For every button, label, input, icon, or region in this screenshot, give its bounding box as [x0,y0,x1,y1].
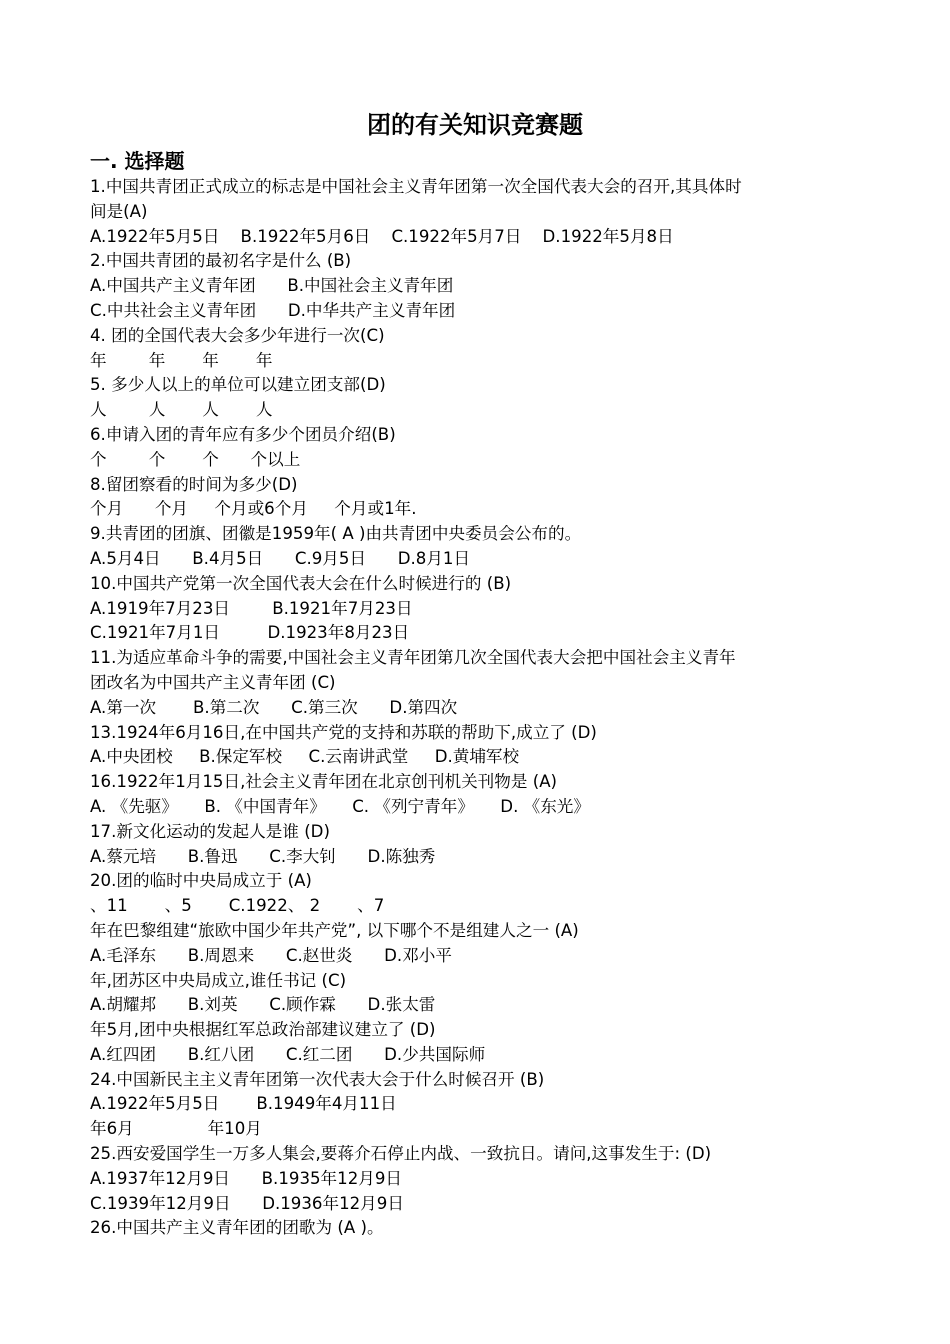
text-line: A.红四团 B.红八团 C.红二团 D.少共国际师 [90,1044,486,1064]
text-line: 2.中国共青团的最初名字是什么 (B) [90,251,352,271]
text-line: A.蔡元培 B.鲁迅 C.李大钊 D.陈独秀 [90,846,436,866]
text-line: A.1922年5月5日 B.1922年5月6日 C.1922年5月7日 D.1922年5月8日 [90,226,674,246]
document-title: 团的有关知识竞赛题 [367,110,583,139]
text-line: 个月 个月 个月或6个月 个月或1年. [90,499,417,519]
text-line: 24.中国新民主主义青年团第一次代表大会于什么时候召开 (B) [90,1069,545,1089]
text-line: 16.1922年1月15日,社会主义青年团在北京创刊机关刊物是 (A) [90,772,558,792]
text-line: A.毛泽东 B.周恩来 C.赵世炎 D.邓小平 [90,945,452,965]
text-line: C.中共社会主义青年团 D.中华共产主义青年团 [90,300,456,320]
text-line: 13.1924年6月16日,在中国共产党的支持和苏联的帮助下,成立了 (D) [90,722,597,742]
text-line: A. 《先驱》 B. 《中国青年》 C. 《列宁青年》 D. 《东光》 [90,796,590,816]
text-line: 人 人 人 人 [90,400,273,420]
text-line: 9.共青团的团旗、团徽是1959年( A )由共青团中央委员会公布的。 [90,524,582,544]
text-line: 1.中国共青团正式成立的标志是中国社会主义青年团第一次全国代表大会的召开,其具体时 [90,177,742,196]
text-line: A.中国共产主义青年团 B.中国社会主义青年团 [90,276,454,296]
text-line: A.胡耀邦 B.刘英 C.顾作霖 D.张太雷 [90,995,436,1015]
text-line: 年在巴黎组建“旅欧中国少年共产党”, 以下哪个不是组建人之一 (A) [90,920,579,940]
text-line: 17.新文化运动的发起人是谁 (D) [90,821,330,841]
text-line: C.1921年7月1日 D.1923年8月23日 [90,623,410,643]
text-line: 6.申请入团的青年应有多少个团员介绍(B) [90,424,396,444]
text-line: 年 年 年 年 [90,350,273,370]
text-line: A.5月4日 B.4月5日 C.9月5日 D.8月1日 [90,548,471,568]
text-line: 5. 多少人以上的单位可以建立团支部(D) [90,375,386,395]
text-line: 11.为适应革命斗争的需要,中国社会主义青年团第几次全国代表大会把中国社会主义青年 [90,648,736,668]
text-line: A.第一次 B.第二次 C.第三次 D.第四次 [90,697,458,717]
section-heading: 一. 选择题 [90,149,185,173]
text-line: 年6月 年10月 [90,1119,262,1139]
text-line: 4. 团的全国代表大会多少年进行一次(C) [90,325,385,345]
text-line: A.中央团校 B.保定军校 C.云南讲武堂 D.黄埔军校 [90,747,520,767]
text-line: 个 个 个 个以上 [90,449,301,469]
question-list [90,175,865,1241]
text-line: A.1922年5月5日 B.1949年4月11日 [90,1094,397,1114]
text-line: A.1919年7月23日 B.1921年7月23日 [90,598,413,618]
text-line: 8.留团察看的时间为多少(D) [90,474,298,494]
text-line: 25.西安爱国学生一万多人集会,要蒋介石停止内战、一致抗日。请问,这事发生于: (D) [90,1144,712,1164]
text-line: 26.中国共产主义青年团的团歌为 (A )。 [90,1218,384,1238]
text-line: 、11 、5 C.1922、 2 、7 [90,896,385,916]
text-line: A.1937年12月9日 B.1935年12月9日 [90,1168,403,1188]
text-line: 团改名为中国共产主义青年团 (C) [90,672,336,692]
text-line: 年,团苏区中央局成立,谁任书记 (C) [90,970,347,990]
text-line: 10.中国共产党第一次全国代表大会在什么时候进行的 (B) [90,573,512,593]
text-line: 20.团的临时中央局成立于 (A) [90,871,312,891]
text-line: 间是(A) [90,201,148,221]
text-line: C.1939年12月9日 D.1936年12月9日 [90,1193,404,1213]
text-line: 年5月,团中央根据红军总政治部建议建立了 (D) [90,1020,436,1040]
